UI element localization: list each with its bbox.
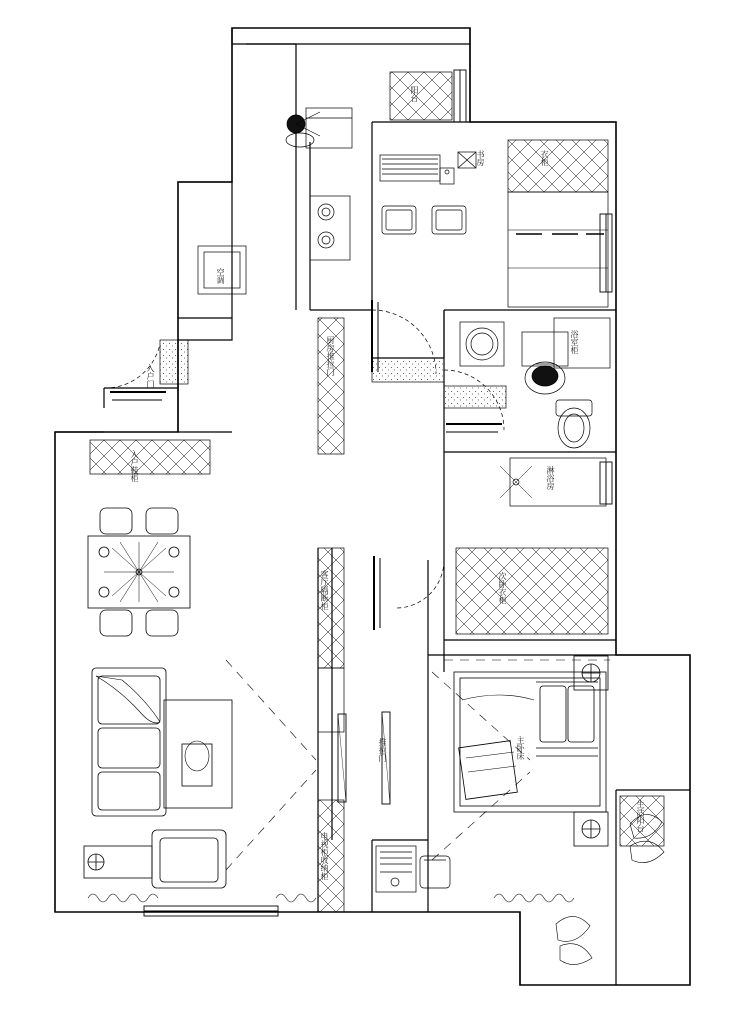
hatched-fixtures (90, 72, 664, 912)
layout-guides (226, 660, 610, 870)
label-balcony-south: 生活阳台 (636, 800, 645, 832)
equipment (198, 246, 246, 294)
dining-set (88, 508, 190, 636)
label-shower-room: 淋浴房 (546, 466, 555, 490)
label-tv-cabinet: 电视柜收纳柜 (320, 832, 329, 880)
living-furniture (84, 668, 232, 888)
bedroom-furniture (454, 656, 608, 846)
study-furniture (380, 152, 476, 234)
label-bath-cabinet: 浴室柜 (570, 330, 579, 354)
lower-desk (376, 846, 450, 892)
label-wardrobe-a: 衣柜 (540, 150, 549, 166)
label-ac-unit: 空调 (216, 268, 225, 284)
label-study-window: 书房 (476, 150, 485, 166)
label-sliding-door: 推拉门 (378, 738, 387, 762)
label-kitchen-door: 厨房推拉门 (326, 336, 335, 376)
label-living-partition: 客厅隔断柜 (320, 570, 329, 610)
label-balcony-north: 阳台 (410, 86, 419, 102)
label-entry-door: 入户门 (146, 364, 155, 388)
bathroom-fixtures (460, 322, 592, 498)
sliding-doors (144, 70, 612, 916)
label-master-bed: 主卧床 (516, 736, 525, 760)
label-entry-shoe: 入户鞋柜 (130, 450, 139, 482)
label-bedroom-two: 次卧衣柜 (498, 572, 507, 604)
